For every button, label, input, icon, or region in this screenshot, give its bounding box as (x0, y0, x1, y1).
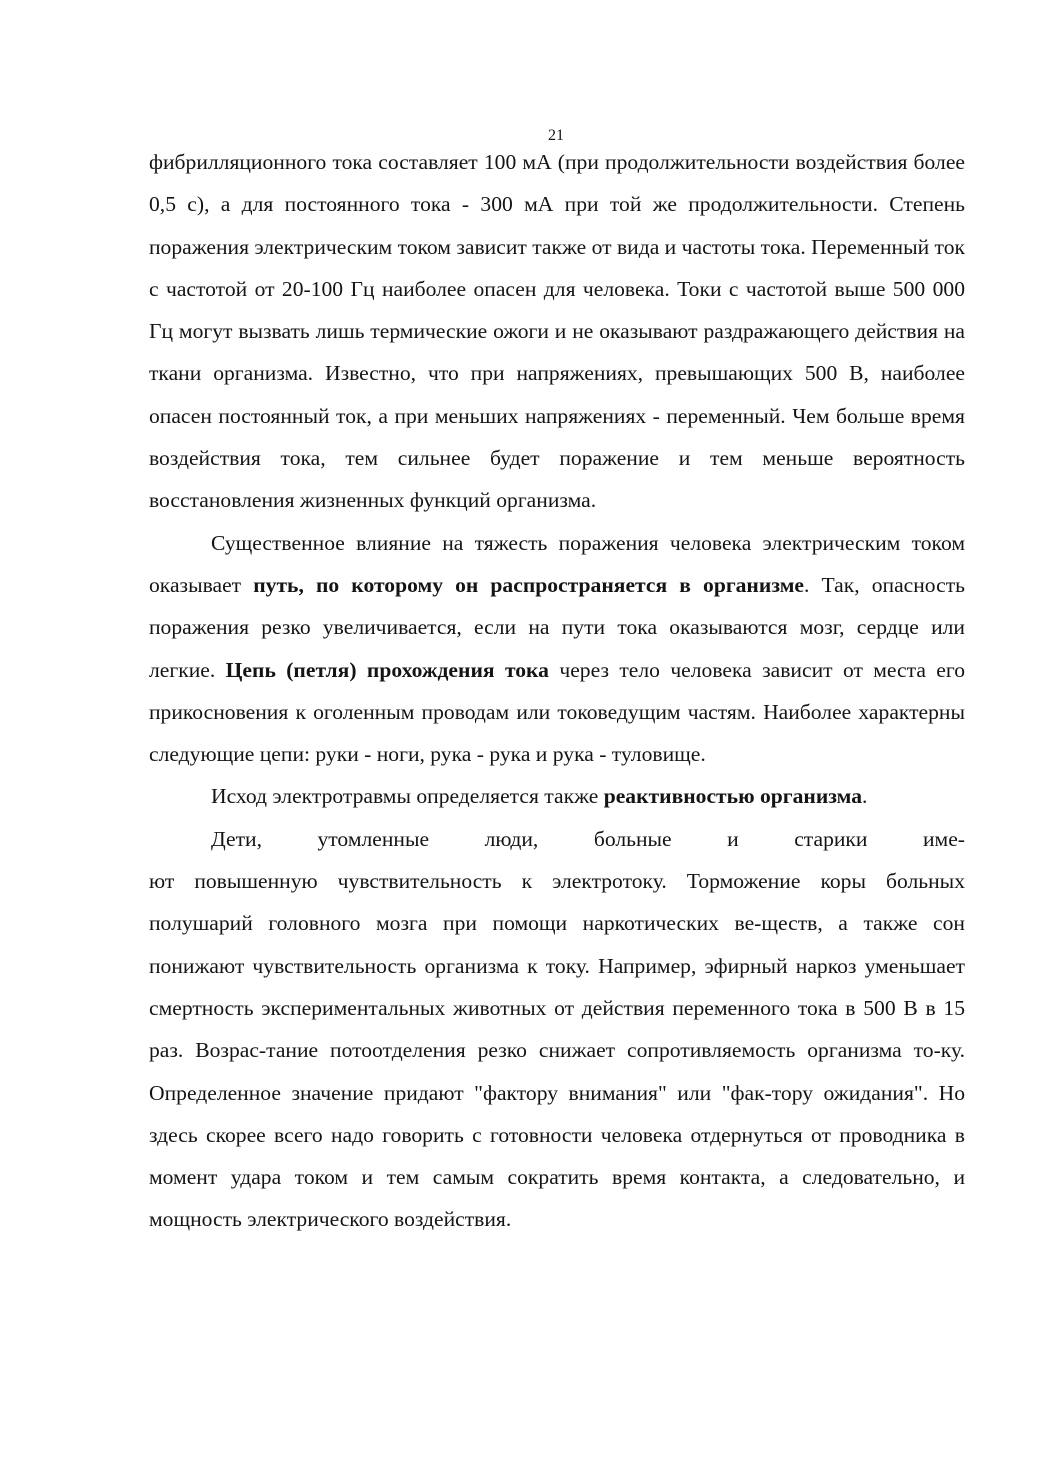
page-number: 21 (548, 127, 564, 144)
paragraph-3-text-rest: ют повышенную чувствительность к электротоку. Торможение коры больных полушарий головного мозга при помощи наркотических ве-ществ, а также сон понижают чувствительность организма к току. Например, эфирный наркоз уменьшает смертность экспериментальных животных от действия переменного тока в 500 В в 15 раз. Возрас-тание потоотделения резко снижает сопротивляемость организма то-ку. Определенное значение придают "фактору внимания" или "фак-тору ожидания". Но здесь скорее всего надо говорить с готовности человека отдернуться от проводника в момент удара током и тем самым сократить время контакта, а следовательно, и мощность электрического воздействия. (149, 869, 965, 1232)
paragraph-2-bold-path: путь, по которому он распространяется в организме (253, 572, 804, 597)
paragraph-2-bold-circuit: Цепь (петля) прохождения тока (225, 657, 549, 682)
document-body (149, 141, 965, 1241)
paragraph-3-line-2: Дети, утомленные люди, больные и старики име- (211, 826, 965, 851)
paragraph-2-text-1: Существенное влияние на тяжесть поражения человека электрическим током оказывает (149, 530, 965, 597)
paragraph-2-text-2: . Так, опасность поражения резко увеличивается, если на пути тока оказываются мозг, сердце или легкие. (149, 572, 966, 682)
paragraph-3 (149, 775, 965, 1240)
paragraph-2 (149, 522, 965, 776)
paragraph-3-bold-reactivity: реактивностью организма (603, 784, 863, 809)
paragraph-3-text-2: . (862, 784, 868, 809)
paragraph-1: фибрилляционного тока составляет 100 мА (при продолжительности воздействия более 0,5 с), а для постоянного тока - 300 мА при той же продолжительности. Степень поражения электрическим током зависит также от вида и частоты тока. Переменный ток с частотой от 20-100 Гц наиболее опасен для человека. Токи с частотой выше 500 000 Гц могут вызвать лишь термические ожоги и не оказывают раздражающего действия на ткани организма. Известно, что при напряжениях, превышающих 500 В, наиболее опасен постоянный ток, а при меньших напряжениях - переменный. Чем больше время воздействия тока, тем сильнее будет поражение и тем меньше вероятность восстановления жизненных функций организма. (149, 150, 965, 513)
paragraph-2-text-3: через тело человека зависит от места его прикосновения к оголенным проводам или токоведущим частям. Наиболее характерны следующие цепи: руки - ноги, рука - рука и рука - туловище. (149, 657, 965, 767)
paragraph-3-text-1: Исход электротравмы определяется также (211, 784, 604, 809)
